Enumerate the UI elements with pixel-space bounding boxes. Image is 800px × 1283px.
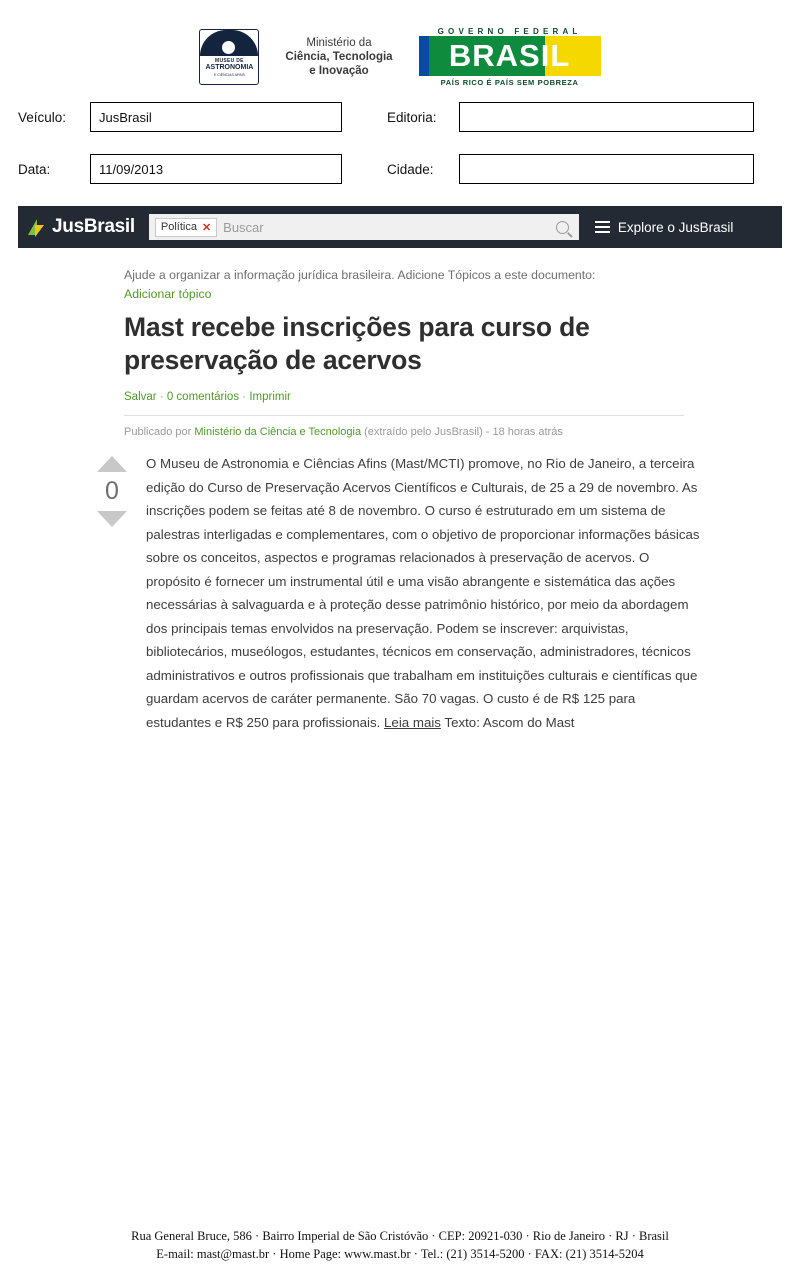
jusbrasil-mark-icon (28, 217, 48, 237)
gov-slogan: PAÍS RICO É PAÍS SEM POBREZA (440, 78, 579, 87)
observatory-dome-icon (200, 30, 258, 56)
search-filter-tag[interactable] (155, 218, 217, 237)
article-container (0, 248, 800, 734)
veiculo-label: Veículo: (18, 109, 67, 125)
action-separator-1: · (159, 391, 167, 403)
page-header (0, 0, 800, 92)
search-placeholder: Buscar (223, 219, 264, 235)
article-actions (124, 391, 782, 403)
ministry-line3: e Inovação (309, 65, 369, 77)
close-icon[interactable]: ✕ (201, 221, 212, 234)
cidade-field[interactable] (459, 154, 754, 184)
search-icon[interactable] (556, 221, 569, 234)
brasil-word: BRASIL (448, 38, 571, 73)
article-body-tail: Texto: Ascom do Mast (444, 714, 575, 730)
vote-count: 0 (105, 477, 119, 505)
topic-note: Ajude a organizar a informação jurídica brasileira. Adicione Tópicos a este documento: (124, 268, 596, 282)
gov-top-label: GOVERNO FEDERAL (437, 27, 582, 36)
footer-line-2: E-mail: mast@mast.br · Home Page: www.mast.br · Tel.: (21) 3514-5200 · FAX: (21) 3514-5204 (156, 1247, 644, 1261)
data-field[interactable]: 11/09/2013 (90, 154, 342, 184)
veiculo-field[interactable]: JusBrasil (90, 102, 342, 132)
editoria-label: Editoria: (387, 109, 437, 125)
read-more-link[interactable]: Leia mais (384, 714, 441, 730)
article-body-wrap (105, 452, 782, 734)
page-title: Mast recebe inscrições para curso de preservação de acervos (124, 312, 590, 375)
ministry-line1: Ministério da (306, 37, 372, 49)
search-input[interactable] (149, 214, 579, 240)
ministry-line2: Ciência, Tecnologia (285, 51, 393, 63)
hamburger-icon[interactable] (595, 218, 610, 236)
mast-seal-icon (199, 29, 259, 85)
editoria-field[interactable] (459, 102, 754, 132)
cidade-label: Cidade: (387, 161, 434, 177)
jusbrasil-navbar (18, 206, 782, 248)
byline-source[interactable]: Ministério da Ciência e Tecnologia (194, 426, 362, 438)
article-body-text: O Museu de Astronomia e Ciências Afins (Mast/MCTI) promove, no Rio de Janeiro, a terceira edição do Curso de Preservação Acervos Científicos e Culturais, de 25 a 29 de novembro. As inscrições podem se feitas até 8 de novembro. O curso é estruturado em um sistema de palestras interligadas e complementares, com o objetivo de proporcionar informações básicas sobre os conceitos, aspectos e programas relacionados à preservação de acervos. O propósito é fornecer um instrumental útil e uma visão abrangente e sistemática das ações necessárias à salvaguarda e à proteção desse patrimônio histórico, por meio da abordagem dos principais temas envolvidos na preservação. Podem se inscrever: arquivistas, bibliotecários, museólogos, estudantes, técnicos em conservação, administradores, técnicos administrativos e outros profissionais que trabalham em instituições culturais e científicas que guardam acervos de caráter permanente. São 70 vagas. O custo é de R$ 125 para estudantes e R$ 250 para profissionais. (146, 456, 700, 730)
vote-down-icon[interactable] (97, 511, 127, 527)
clipping-form (0, 92, 800, 184)
vote-widget (84, 452, 140, 734)
explore-menu[interactable] (595, 218, 734, 236)
vote-up-icon[interactable] (97, 456, 127, 472)
governo-federal-logo (419, 27, 601, 87)
brasil-wordmark (419, 36, 601, 76)
byline-prefix: Publicado por (124, 426, 192, 438)
byline (124, 426, 782, 438)
form-row-data-cidade (18, 154, 782, 184)
comments-link[interactable]: 0 comentários (166, 391, 240, 403)
action-separator-2: · (242, 391, 250, 403)
print-button[interactable]: Imprimir (249, 391, 291, 403)
add-topic-link[interactable]: Adicionar tópico (124, 287, 212, 301)
form-row-veiculo-editoria (18, 102, 782, 132)
footer-line-1: Rua General Bruce, 586 · Bairro Imperial de São Cristóvão · CEP: 20921-030 · Rio de Janeiro · RJ · Brasil (131, 1229, 669, 1243)
divider (124, 415, 684, 416)
save-button[interactable]: Salvar (124, 391, 157, 403)
mast-logo-line3: E CIÊNCIAS AFINS (213, 73, 245, 77)
page-footer (0, 1227, 800, 1263)
jusbrasil-brand-label: JusBrasil (52, 216, 135, 237)
explore-label: Explore o JusBrasil (617, 219, 734, 235)
ministry-title (285, 36, 392, 78)
data-label: Data: (18, 161, 51, 177)
mast-logo-line2: ASTRONOMIA (205, 64, 254, 71)
article-body (146, 452, 702, 734)
blue-bar (419, 36, 429, 76)
jusbrasil-logo[interactable] (28, 216, 135, 238)
search-filter-label: Política (160, 221, 197, 233)
byline-suffix: (extraído pelo JusBrasil) - 18 horas atrás (364, 426, 563, 438)
mast-logo-line1: MUSEU DE (215, 58, 244, 64)
mast-logo (199, 29, 259, 85)
